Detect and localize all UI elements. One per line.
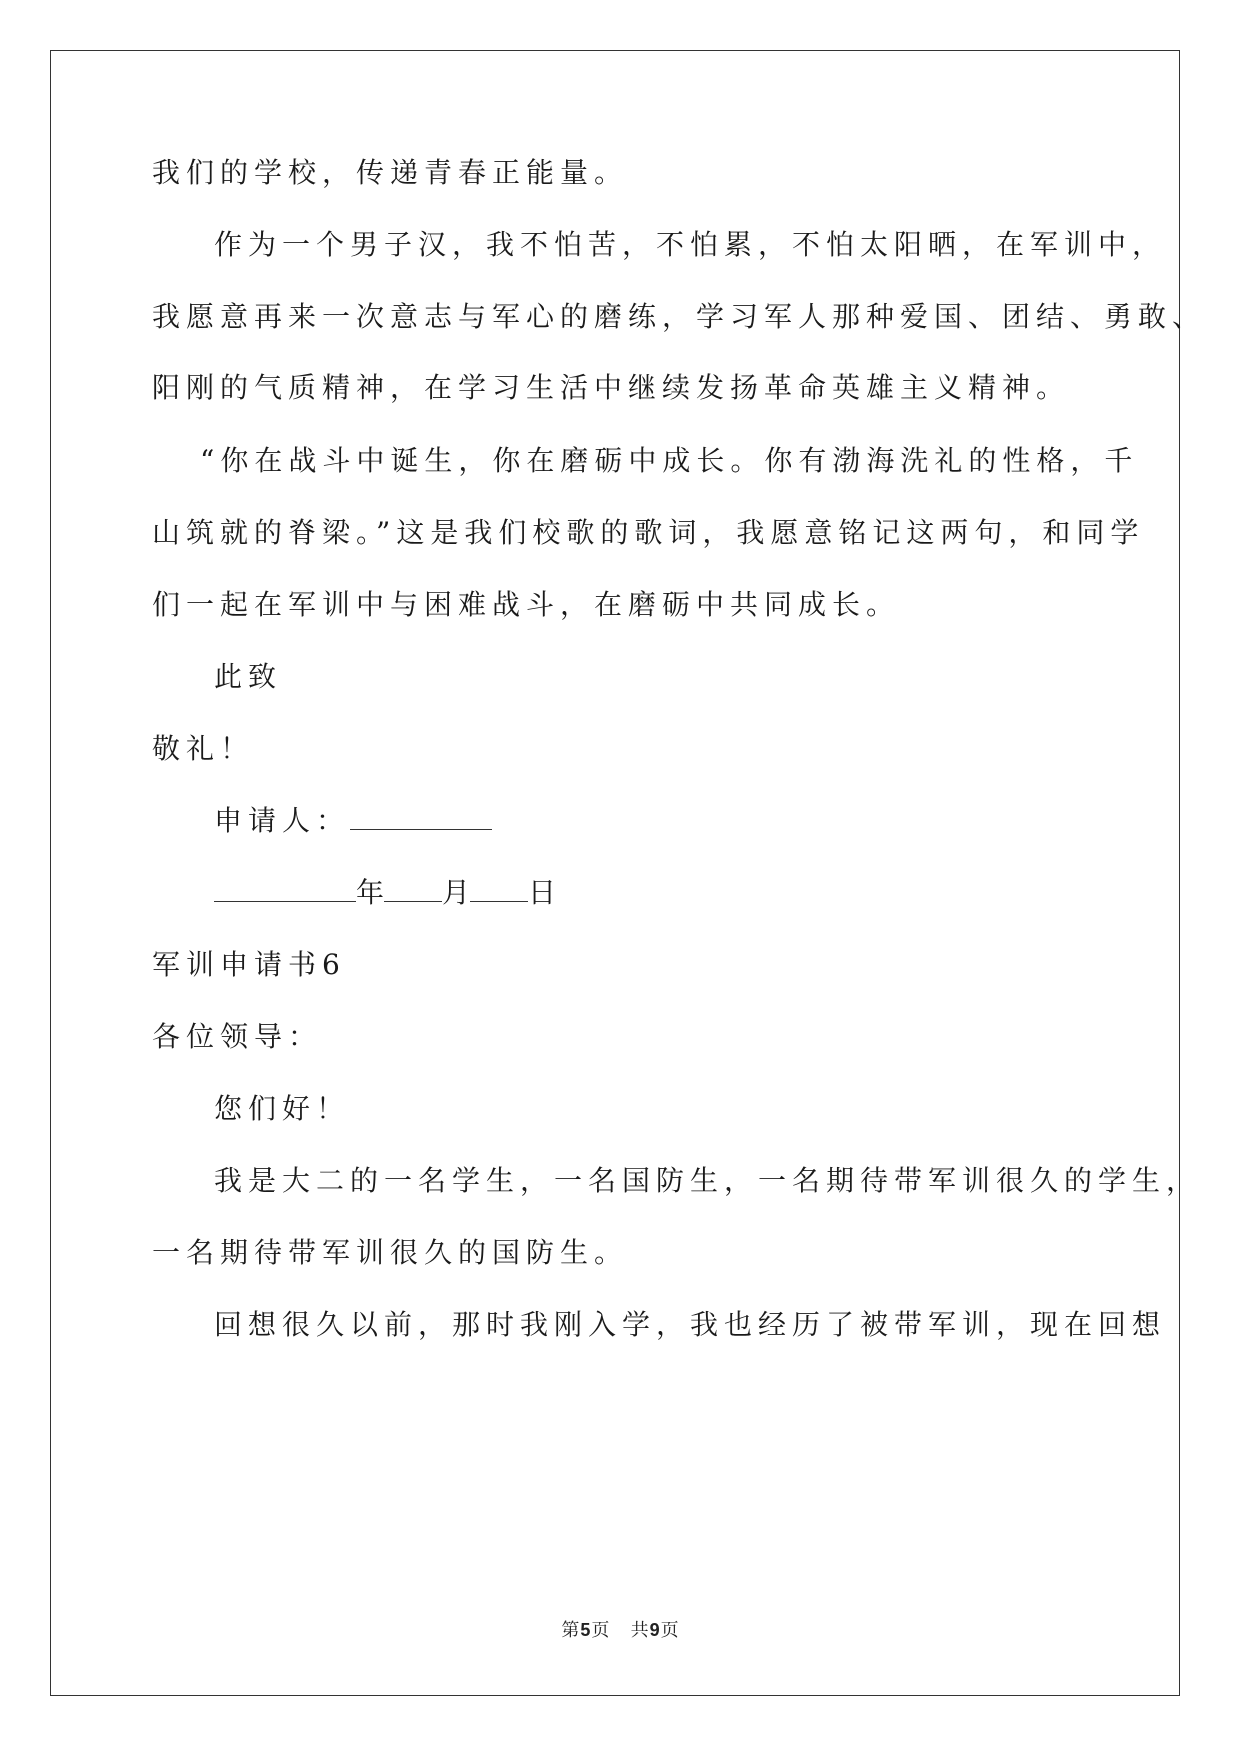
- year-label: 年: [356, 876, 385, 909]
- applicant-blank: [350, 801, 492, 830]
- section-heading: 军训申请书6: [152, 948, 346, 981]
- greeting-line: 各位领导：: [152, 1020, 323, 1053]
- footer-total-unit: 页: [660, 1620, 680, 1641]
- text-line-4: 阳刚的气质精神，在学习生活中继续发扬革命英雄主义精神。: [152, 371, 1071, 404]
- footer-total-pages: 9: [649, 1620, 661, 1640]
- month-label: 月: [442, 876, 471, 909]
- page-footer: [0, 1616, 1241, 1642]
- footer-page-unit: 页: [591, 1620, 611, 1641]
- text-line-5: “你在战斗中诞生，你在磨砺中成长。你有渤海洗礼的性格，千: [200, 444, 1139, 477]
- year-blank: [214, 873, 356, 902]
- applicant-label: 申请人：: [214, 804, 351, 837]
- day-blank: [470, 873, 528, 902]
- closing-regards: 敬礼！: [152, 732, 255, 765]
- month-blank: [384, 873, 442, 902]
- text-line-2: 作为一个男子汉，我不怕苦，不怕累，不怕太阳晒，在军训中，: [214, 228, 1167, 261]
- closing-salutation: 此致: [214, 660, 283, 693]
- hello-line: 您们好！: [214, 1092, 351, 1125]
- date-line: [214, 873, 556, 913]
- text-line-7: 们一起在军训中与困难战斗，在磨砺中共同成长。: [152, 588, 901, 621]
- day-label: 日: [528, 876, 557, 909]
- text-line-17: 回想很久以前，那时我刚入学，我也经历了被带军训，现在回想: [214, 1308, 1167, 1341]
- text-line-16: 一名期待带军训很久的国防生。: [152, 1236, 629, 1269]
- applicant-line: [214, 801, 492, 841]
- text-line-6: 山筑就的脊梁。”这是我们校歌的歌词，我愿意铭记这两句，和同学: [152, 516, 1145, 549]
- footer-prefix: 第: [561, 1620, 581, 1641]
- text-line-3: 我愿意再来一次意志与军心的磨练，学习军人那种爱国、团结、勇敢、: [152, 300, 1207, 333]
- footer-total-prefix: 共: [630, 1620, 650, 1641]
- text-line-1: 我们的学校，传递青春正能量。: [152, 156, 629, 189]
- footer-page-number: 5: [580, 1620, 592, 1640]
- text-line-15: 我是大二的一名学生，一名国防生，一名期待带军训很久的学生，: [214, 1164, 1201, 1197]
